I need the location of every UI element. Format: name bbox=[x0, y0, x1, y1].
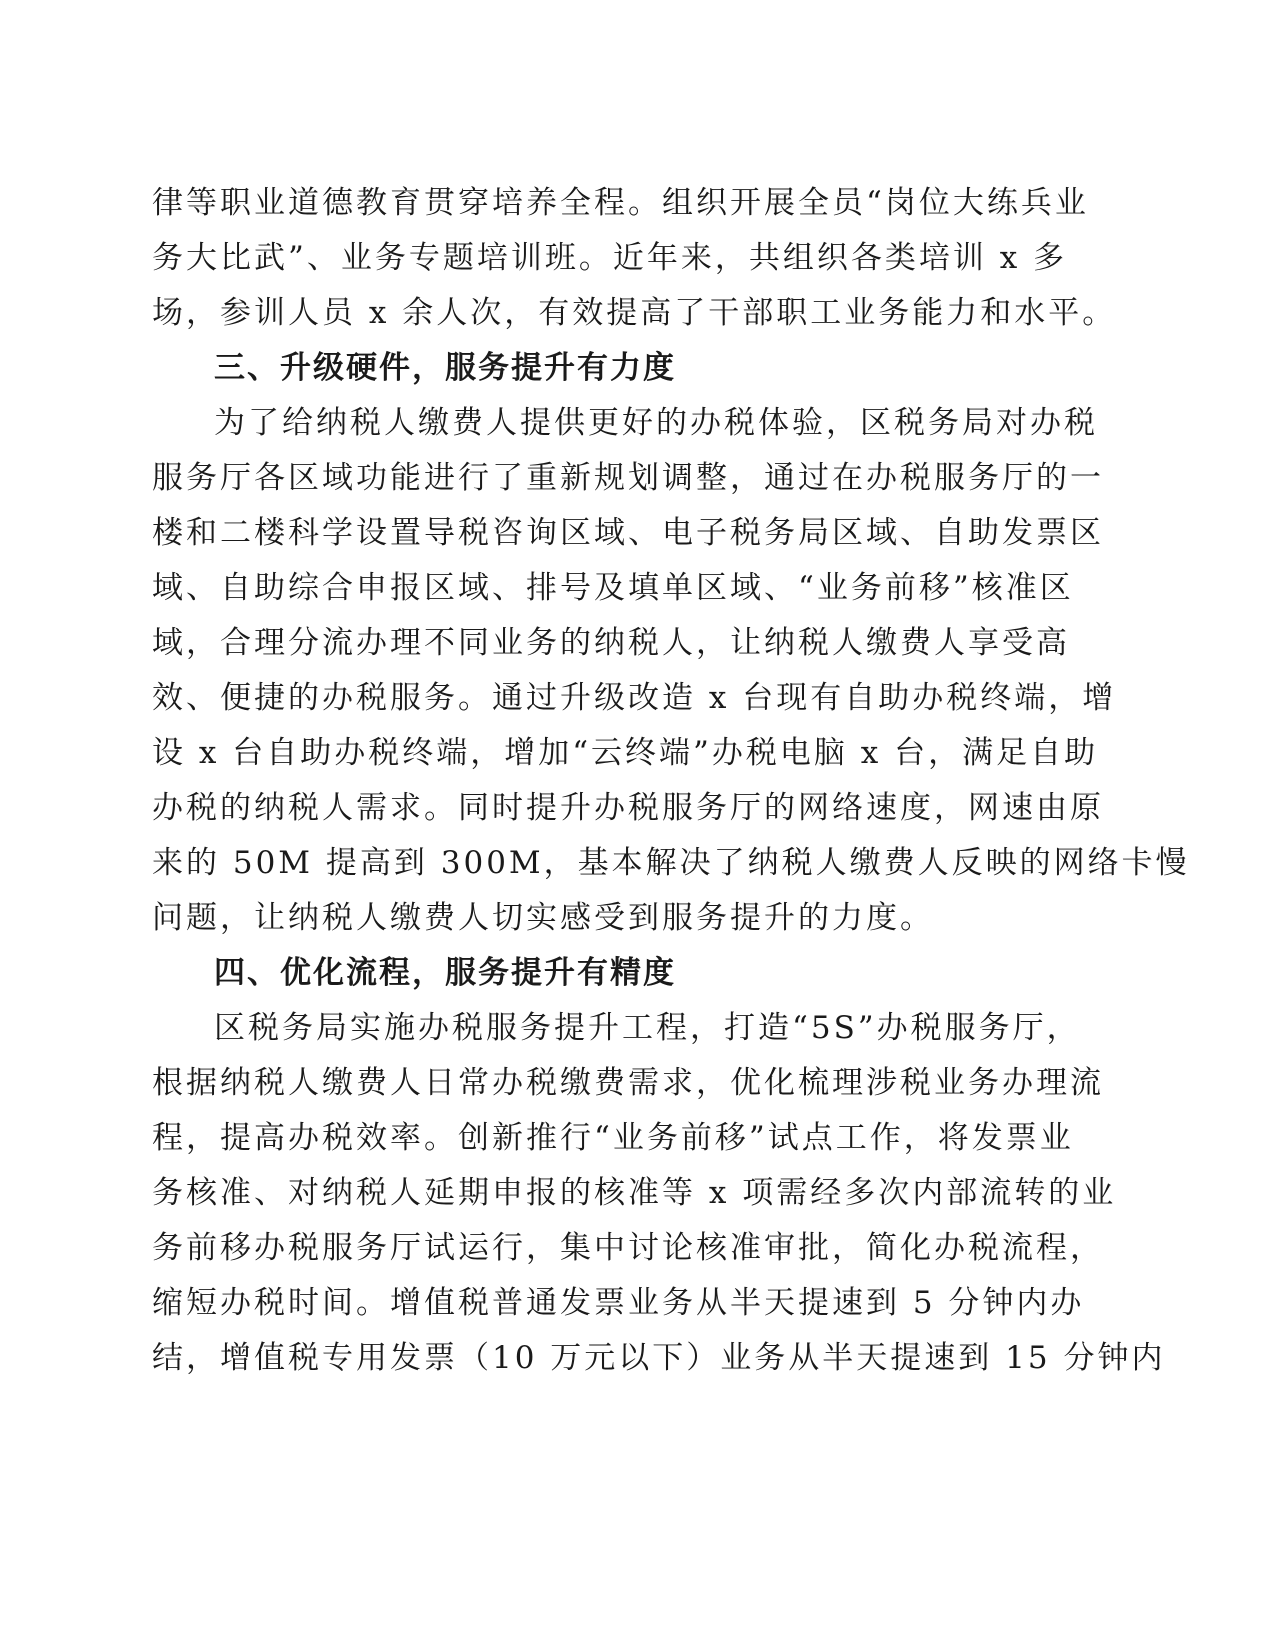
body-text-line: 效、便捷的办税服务。通过升级改造 x 台现有自助办税终端，增 bbox=[152, 680, 1117, 716]
body-text-line: 缩短办税时间。增值税普通发票业务从半天提速到 5 分钟内办 bbox=[152, 1285, 1085, 1321]
body-text-line: 域，合理分流办理不同业务的纳税人，让纳税人缴费人享受高 bbox=[152, 625, 1070, 661]
body-text-line: 结，增值税专用发票（10 万元以下）业务从半天提速到 15 分钟内 bbox=[152, 1340, 1166, 1376]
body-text-line: 问题，让纳税人缴费人切实感受到服务提升的力度。 bbox=[152, 900, 934, 936]
section-heading-3: 三、升级硬件，服务提升有力度 bbox=[214, 350, 676, 386]
paragraph-first-line: 为了给纳税人缴费人提供更好的办税体验，区税务局对办税 bbox=[214, 405, 1098, 441]
paragraph-first-line: 区税务局实施办税服务提升工程，打造“5S”办税服务厅， bbox=[214, 1010, 1081, 1046]
body-text-line: 务核准、对纳税人延期申报的核准等 x 项需经多次内部流转的业 bbox=[152, 1175, 1117, 1211]
body-text-line: 设 x 台自助办税终端，增加“云终端”办税电脑 x 台，满足自助 bbox=[152, 735, 1099, 771]
body-text-line: 域、自助综合申报区域、排号及填单区域、“业务前移”核准区 bbox=[152, 570, 1074, 606]
body-text-line: 来的 50M 提高到 300M，基本解决了纳税人缴费人反映的网络卡慢 bbox=[152, 845, 1190, 881]
body-text-line: 办税的纳税人需求。同时提升办税服务厅的网络速度，网速由原 bbox=[152, 790, 1104, 826]
body-text-line: 根据纳税人缴费人日常办税缴费需求，优化梳理涉税业务办理流 bbox=[152, 1065, 1104, 1101]
body-text-line: 场，参训人员 x 余人次，有效提高了干部职工业务能力和水平。 bbox=[152, 295, 1117, 331]
body-text-line: 律等职业道德教育贯穿培养全程。组织开展全员“岗位大练兵业 bbox=[152, 185, 1089, 221]
body-text-line: 楼和二楼科学设置导税咨询区域、电子税务局区域、自助发票区 bbox=[152, 515, 1104, 551]
body-text-line: 服务厅各区域功能进行了重新规划调整，通过在办税服务厅的一 bbox=[152, 460, 1104, 496]
body-text-line: 务前移办税服务厅试运行，集中讨论核准审批，简化办税流程， bbox=[152, 1230, 1104, 1266]
section-heading-4: 四、优化流程，服务提升有精度 bbox=[214, 955, 676, 991]
body-text-line: 务大比武”、业务专题培训班。近年来，共组织各类培训 x 多 bbox=[152, 240, 1068, 276]
body-text-line: 程，提高办税效率。创新推行“业务前移”试点工作，将发票业 bbox=[152, 1120, 1074, 1156]
